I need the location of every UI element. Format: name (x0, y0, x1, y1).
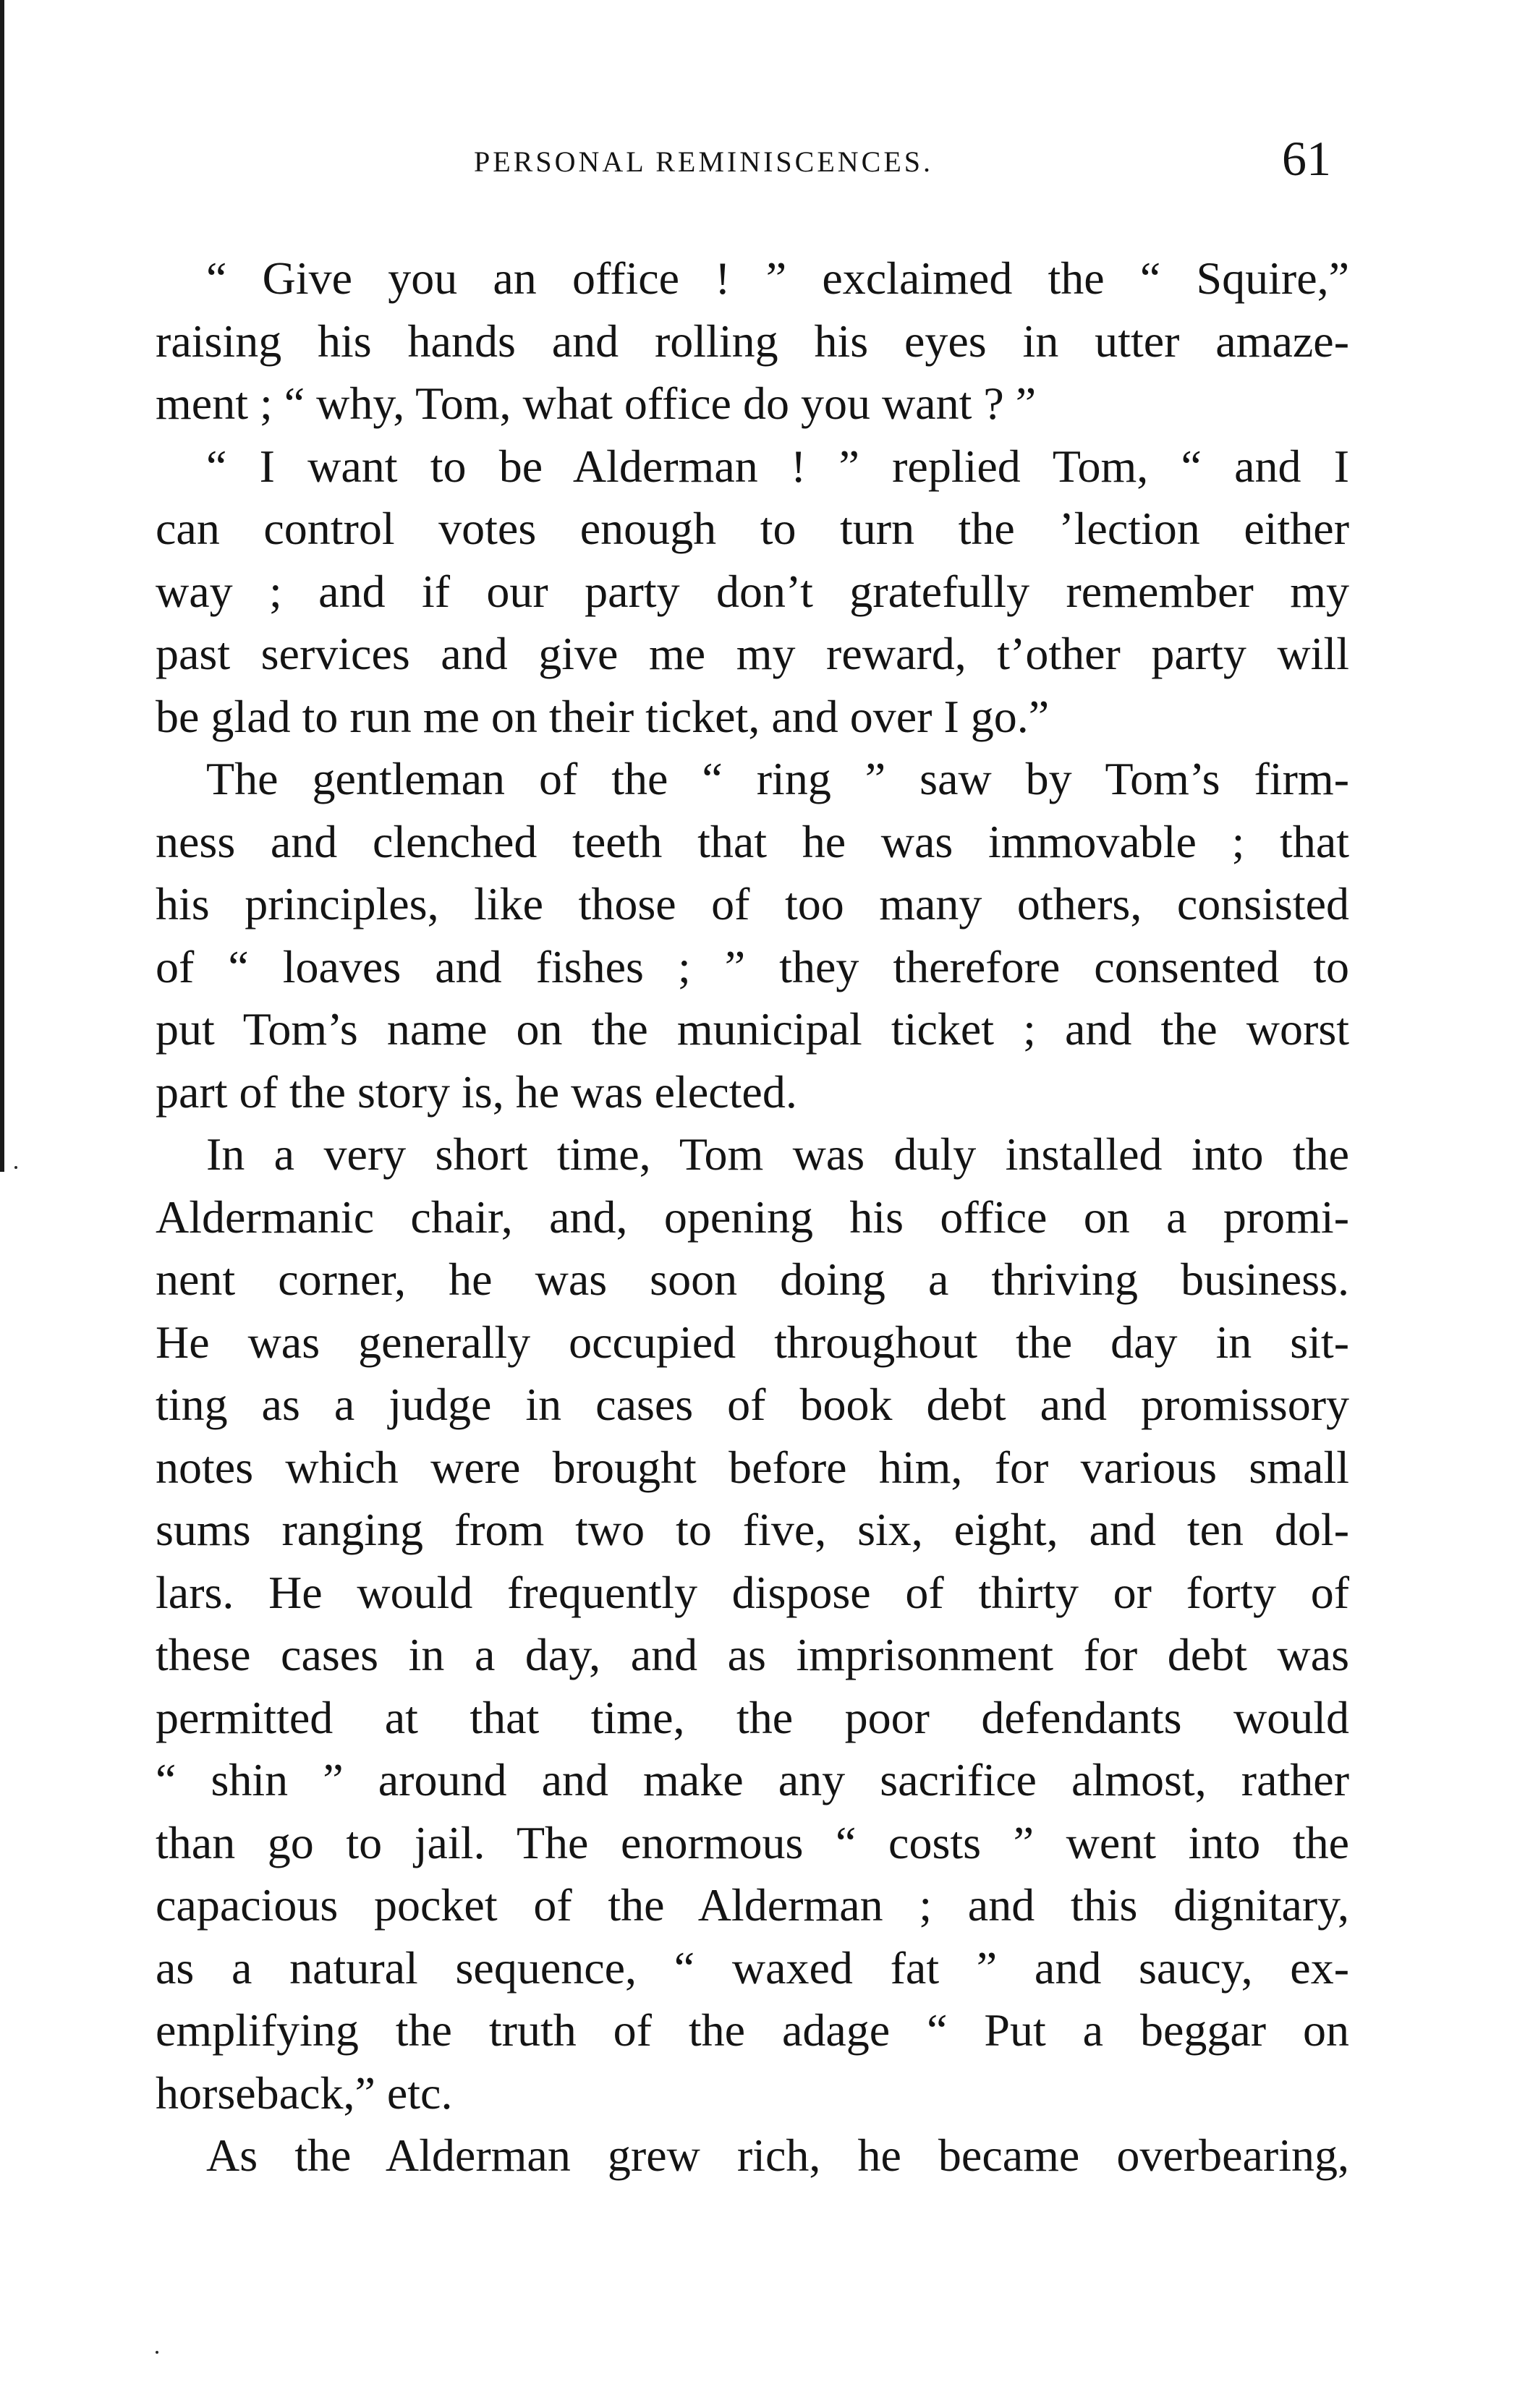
text-line: Aldermanic chair, and, opening his office on a promi- (156, 1191, 1349, 1243)
text-line: As the Alderman grew rich, he became overbearing, (206, 2130, 1349, 2181)
text-line: raising his hands and rolling his eyes in utter amaze- (156, 315, 1349, 367)
text-line: part of the story is, he was elected. (156, 1065, 797, 1118)
text-line: ness and clenched teeth that he was immovable ; that (156, 815, 1349, 867)
text-line: emplifying the truth of the adage “ Put a beggar on (156, 2004, 1349, 2056)
text-line: horseback,” etc. (156, 2067, 453, 2119)
text-line: can control votes enough to turn the ’lection either (156, 503, 1349, 554)
running-head: PERSONAL REMINISCENCES. (474, 145, 934, 178)
scan-edge-shadow (0, 0, 4, 1172)
text-line: these cases in a day, and as imprisonment for debt was (156, 1629, 1349, 1680)
text-line: past services and give me my reward, t’other party will (156, 628, 1349, 679)
scan-speck (156, 2351, 158, 2354)
scan-speck (14, 1166, 17, 1169)
text-line: put Tom’s name on the municipal ticket ; and the worst (156, 1003, 1349, 1055)
text-line: be glad to run me on their ticket, and over I go.” (156, 690, 1050, 742)
text-line: notes which were brought before him, for various small (156, 1441, 1349, 1493)
text-line: capacious pocket of the Alderman ; and this dignitary, (156, 1879, 1349, 1931)
text-line: way ; and if our party don’t gratefully remember my (156, 565, 1349, 617)
text-line: lars. He would frequently dispose of thirty or forty of (156, 1566, 1349, 1618)
text-line: sums ranging from two to five, six, eight, and ten dol- (156, 1504, 1349, 1555)
text-line: In a very short time, Tom was duly installed into the (206, 1128, 1349, 1180)
text-line: of “ loaves and fishes ; ” they therefore consented to (156, 940, 1349, 992)
text-line: “ Give you an office ! ” exclaimed the “ Squire,” (206, 252, 1349, 304)
text-line: his principles, like those of too many others, consisted (156, 878, 1349, 929)
text-line: ting as a judge in cases of book debt and promissory (156, 1379, 1349, 1430)
text-line: as a natural sequence, “ waxed fat ” and saucy, ex- (156, 1941, 1349, 1994)
page-number: 61 (1282, 131, 1331, 186)
text-line: The gentleman of the “ ring ” saw by Tom’s firm- (206, 753, 1349, 804)
text-line: He was generally occupied throughout the day in sit- (156, 1316, 1349, 1368)
text-line: permitted at that time, the poor defendants would (156, 1691, 1349, 1743)
text-line: than go to jail. The enormous “ costs ” went into the (156, 1816, 1349, 1868)
text-line: ment ; “ why, Tom, what office do you want ? ” (156, 378, 1037, 429)
text-line: “ I want to be Alderman ! ” replied Tom, “ and I (206, 440, 1349, 492)
text-line: “ shin ” around and make any sacrifice almost, rather (156, 1754, 1349, 1805)
text-line: nent corner, he was soon doing a thriving business. (156, 1254, 1349, 1305)
body-text (156, 247, 1349, 2187)
